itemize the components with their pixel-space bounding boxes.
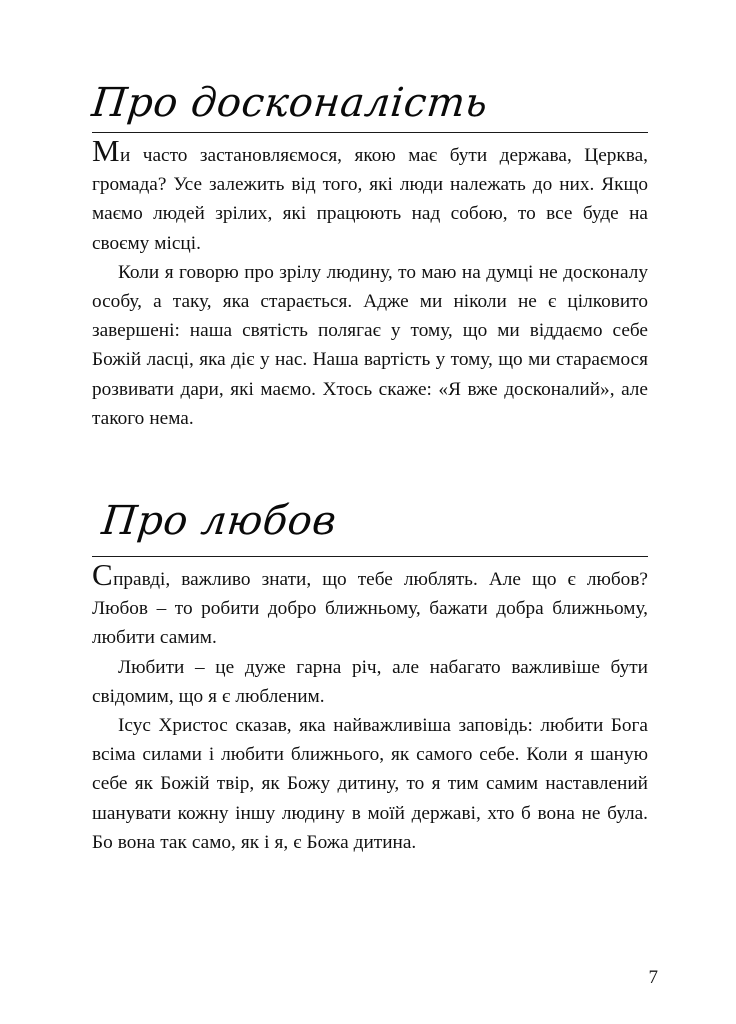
chapter-title-perfection: Про досконалість (89, 79, 491, 126)
heading-divider-rule-2 (92, 556, 648, 557)
page-content-column (89, 0, 648, 1024)
paragraph-text: Любити – це дуже гарна річ, але набагато важливіше бути свідомим, що я є любленим. (92, 656, 648, 707)
paragraph-text: и часто застановляємося, якою має бути держава, Церква, громада? Усе залежить від того, які люди належать до них. Якщо маємо людей зрілих, які працюють над собою, то все буде на своєму місці. (92, 145, 648, 254)
heading-divider-rule-1 (92, 132, 648, 133)
paragraph-text: Ісус Христос сказав, яка найважливіша заповідь: любити Бога всіма силами і любити ближнього, як самого себе. Коли я шаную себе як Божій твір, як Божу дитину, то я тим самим наставлений шанувати кожну іншу людину в моїй державі, хто б вона не була. Бо вона так само, як і я, є Божа дитина. (92, 715, 648, 853)
initial-letter: М (92, 133, 120, 168)
paragraph (92, 258, 648, 433)
paragraph-text: правді, важливо знати, що тебе люблять. Але що є любов? Любов – то робити добро ближньому, бажати добра ближньому, любити самим. (92, 569, 648, 649)
page-number: 7 (648, 967, 658, 988)
section-body-perfection (92, 133, 648, 433)
paragraph (92, 133, 648, 258)
section-body-love (92, 557, 648, 857)
paragraph-text: Коли я говорю про зрілу людину, то маю на думці не досконалу особу, а таку, яка старається. Адже ми ніколи не є цілковито завершені: наша святість полягає у тому, що ми віддаємо себе Божій ласці, яка діє у нас. Наша вартість у тому, що ми стараємося розвивати дари, які маємо. Хтось скаже: «Я вже досконалий», але такого нема. (92, 261, 648, 429)
paragraph (92, 557, 648, 653)
initial-letter: С (92, 557, 114, 592)
paragraph (92, 653, 648, 711)
paragraph (92, 711, 648, 857)
chapter-title-love: Про любов (99, 497, 339, 544)
